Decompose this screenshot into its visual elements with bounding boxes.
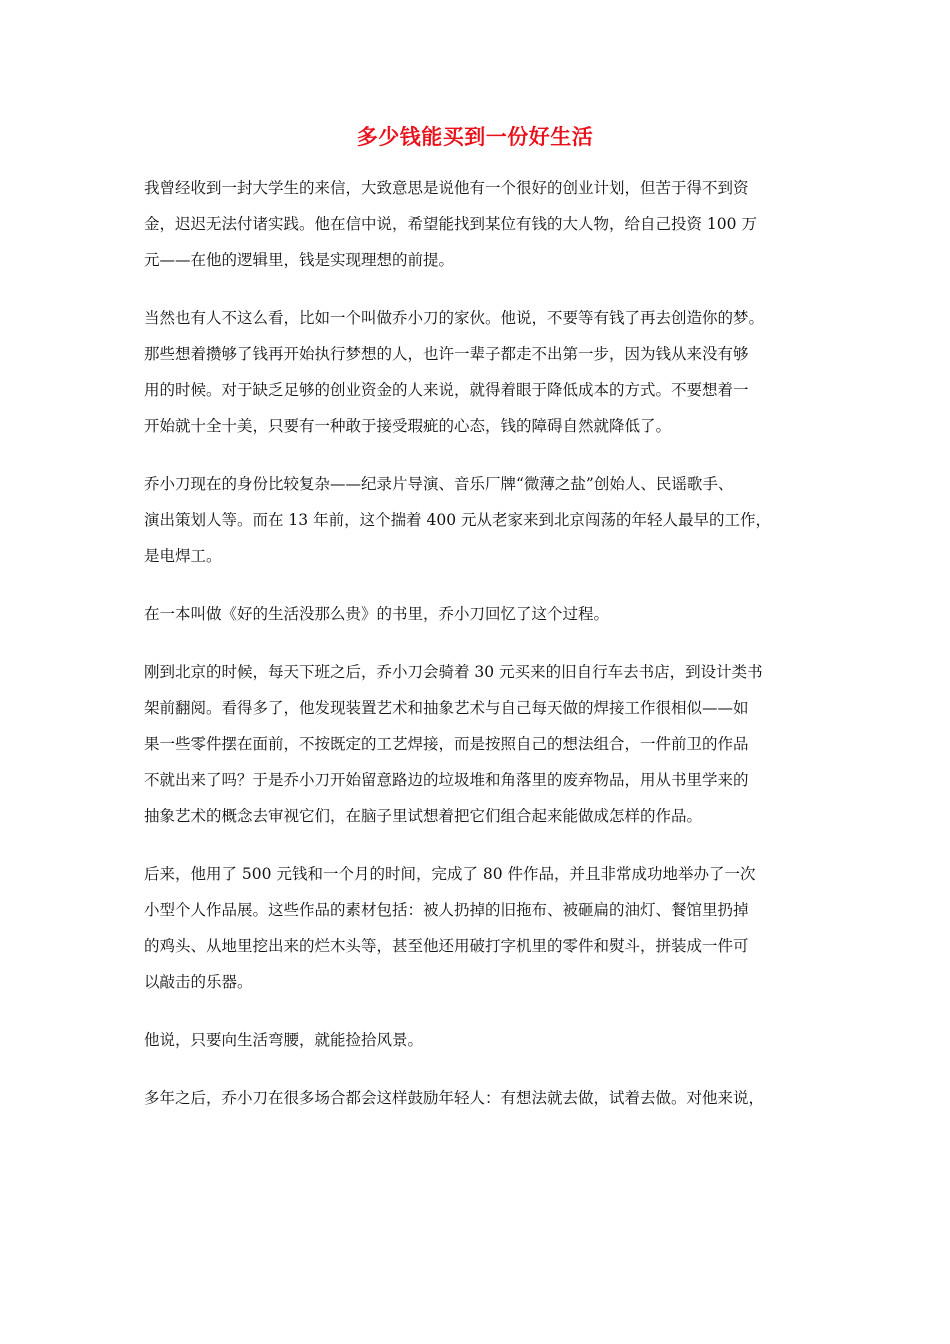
paragraph (144, 1080, 814, 1116)
paragraph-line: 是电焊工。 (144, 547, 222, 565)
paragraph-line: 的鸡头、从地里挖出来的烂木头等，甚至他还用破打字机里的零件和熨斗，拼装成一件可 (144, 937, 749, 955)
paragraph-line: 用的时候。对于缺乏足够的创业资金的人来说，就得着眼于降低成本的方式。不要想着一 (144, 381, 749, 399)
paragraph-line: 不就出来了吗？于是乔小刀开始留意路边的垃圾堆和角落里的废弃物品，用从书里学来的 (144, 771, 749, 789)
paragraph-line: 果一些零件摆在面前，不按既定的工艺焊接，而是按照自己的想法组合，一件前卫的作品 (144, 735, 749, 753)
paragraph (144, 466, 814, 574)
paragraph (144, 654, 814, 834)
paragraph-line: 后来，他用了 500 元钱和一个月的时间，完成了 80 件作品，并且非常成功地举办了一次 (144, 865, 756, 883)
paragraph-line: 乔小刀现在的身份比较复杂——纪录片导演、音乐厂牌“微薄之盐”创始人、民谣歌手、 (144, 475, 734, 493)
paragraph-line: 金，迟迟无法付诸实践。他在信中说，希望能找到某位有钱的大人物，给自己投资 100 万 (144, 215, 757, 233)
paragraph-line: 演出策划人等。而在 13 年前，这个揣着 400 元从老家来到北京闯荡的年轻人最早的工作， (144, 511, 772, 529)
paragraph-line: 当然也有人不这么看，比如一个叫做乔小刀的家伙。他说，不要等有钱了再去创造你的梦。 (144, 309, 765, 327)
paragraph-line: 他说，只要向生活弯腰，就能捡拾风景。 (144, 1031, 424, 1049)
paragraph-line: 在一本叫做《好的生活没那么贵》的书里，乔小刀回忆了这个过程。 (144, 605, 610, 623)
paragraph (144, 596, 814, 632)
paragraph-line: 多年之后，乔小刀在很多场合都会这样鼓励年轻人：有想法就去做，试着去做。对他来说， (144, 1089, 765, 1107)
paragraph-line: 抽象艺术的概念去审视它们，在脑子里试想着把它们组合起来能做成怎样的作品。 (144, 807, 703, 825)
paragraph-line: 开始就十全十美，只要有一种敢于接受瑕疵的心态，钱的障碍自然就降低了。 (144, 417, 672, 435)
paragraph-line: 刚到北京的时候，每天下班之后，乔小刀会骑着 30 元买来的旧自行车去书店，到设计类书 (144, 663, 763, 681)
paragraph-line: 小型个人作品展。这些作品的素材包括：被人扔掉的旧拖布、被砸扁的油灯、餐馆里扔掉 (144, 901, 749, 919)
document-title: 多少钱能买到一份好生活 (356, 124, 594, 149)
paragraph-line: 以敲击的乐器。 (144, 973, 253, 991)
paragraph (144, 170, 814, 278)
paragraph (144, 300, 814, 444)
paragraph-line: 我曾经收到一封大学生的来信，大致意思是说他有一个很好的创业计划，但苦于得不到资 (144, 179, 749, 197)
paragraph (144, 856, 814, 1000)
paragraph (144, 1022, 814, 1058)
paragraph-line: 那些想着攒够了钱再开始执行梦想的人，也许一辈子都走不出第一步，因为钱从来没有够 (144, 345, 749, 363)
document-body (144, 170, 814, 1138)
paragraph-line: 架前翻阅。看得多了，他发现装置艺术和抽象艺术与自己每天做的焊接工作很相似——如 (144, 699, 749, 717)
paragraph-line: 元——在他的逻辑里，钱是实现理想的前提。 (144, 251, 455, 269)
